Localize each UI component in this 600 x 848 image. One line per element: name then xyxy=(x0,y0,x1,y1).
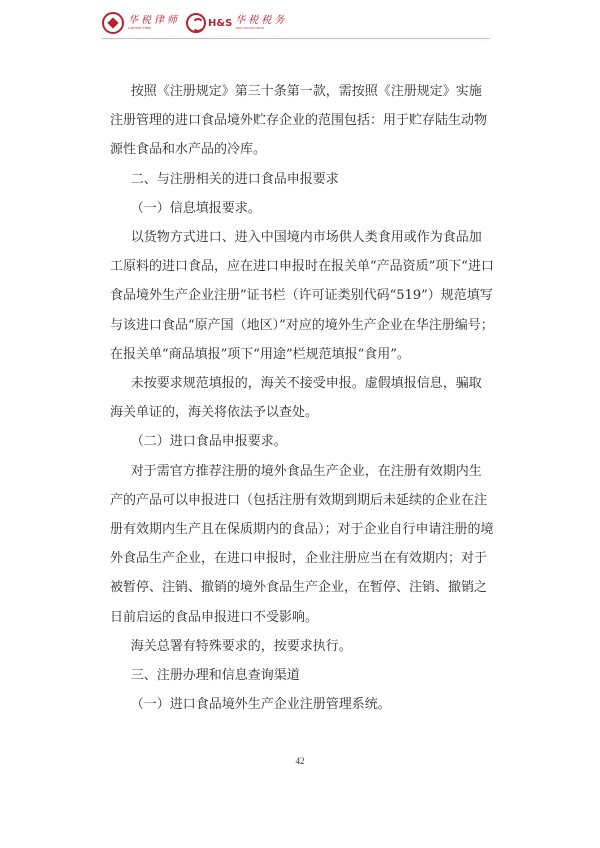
header-divider xyxy=(102,38,490,39)
section-heading: 二、与注册相关的进口食品申报要求 xyxy=(130,171,339,187)
body-paragraph: 未按要求规范填报的，海关不接受申报。虚假填报信息，骗取海关单证的，海关将依法予以查处。 xyxy=(110,376,482,421)
tax-firm-logo-subtext: TAX CONSULTING xyxy=(235,26,265,30)
body-paragraph: 对于需官方推荐注册的境外食品生产企业，在注册有效期内生产的产品可以申报进口（包括注册有效期到期后未延续的企业在注册有效期内生产且在保质期内的食品）；对于企业自行申请注册的境外食品生产企业，在进口申报时，企业注册应当在有效期内；对于被暂停、注销、撤销的境外食品生产企业，在暂停、注销、撤销之日前启运的食品申报进口不受影响。 xyxy=(110,463,494,625)
tax-firm-logo-text: 华税税务 xyxy=(235,15,288,26)
page-number: 42 xyxy=(295,756,305,766)
body-paragraph: 以货物方式进口、进入中国境内市场供人类食用或作为食品加工原料的进口食品，应在进口申报时在报关单“产品资质”项下“进口食品境外生产企业注册”证书栏（许可证类别代码“519”）规范填写与该进口食品“原产国（地区）”对应的境外生产企业在华注册编号；在报关单“商品填报”项下“用途”栏规范填报“食用”。 xyxy=(110,230,494,362)
seal-icon xyxy=(102,12,124,34)
law-firm-logo-subtext: LAWYER FIRM xyxy=(128,26,152,30)
body-paragraph: 按照《注册规定》第三十条第一款，需按照《注册规定》实施注册管理的进口食品境外贮存企业的范围包括：用于贮存陆生动物源性食品和水产品的冷库。 xyxy=(110,84,488,158)
law-firm-logo-text: 华税律师 xyxy=(128,15,180,26)
document-body xyxy=(110,77,494,719)
body-paragraph: 海关总署有特殊要求的，按要求执行。 xyxy=(130,638,352,654)
hs-swirl-icon xyxy=(186,13,206,33)
section-heading: 三、注册办理和信息查询渠道 xyxy=(130,668,300,684)
subsection-heading: （一）进口食品境外生产企业注册管理系统。 xyxy=(130,697,391,713)
law-firm-logo xyxy=(102,12,180,34)
subsection-heading: （一）信息填报要求。 xyxy=(130,200,261,216)
tax-firm-logo xyxy=(186,13,287,33)
tax-firm-logo-mark: H&S xyxy=(208,17,233,29)
subsection-heading: （二）进口食品申报要求。 xyxy=(130,434,287,450)
page-header xyxy=(102,8,287,38)
